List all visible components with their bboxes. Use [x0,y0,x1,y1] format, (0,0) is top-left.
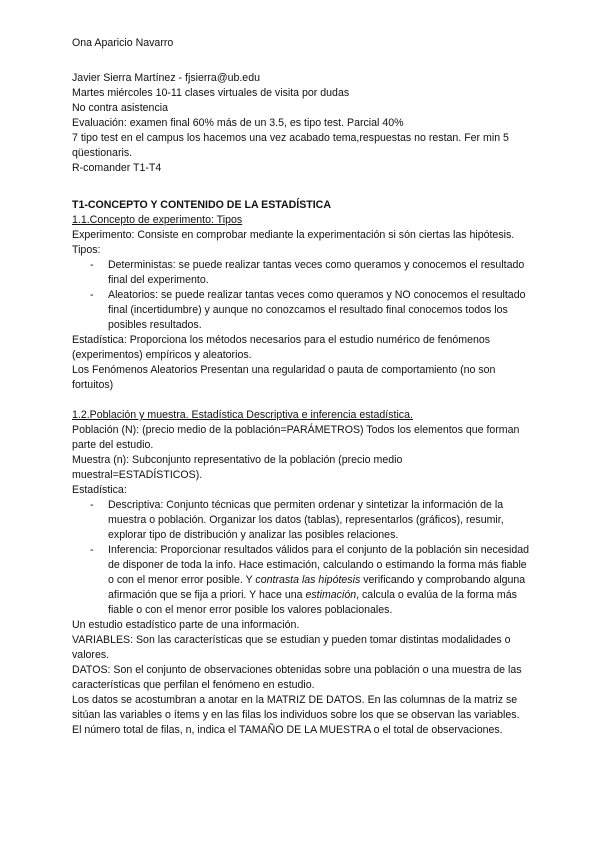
software-line: R-comander T1-T4 [72,162,162,174]
variables-definition: VARIABLES: Son las características que se estudian y pueden tomar distintas modalidades o valores. [72,634,511,661]
list-item: - Descriptiva: Conjunto técnicas que permiten ordenar y sintetizar la información de la muestra o población. Organizar los datos (tablas), representarlos (gráficos), resumir, explorar tipo de distribución y analizar las posibles relaciones. [72,498,534,543]
fenomenos-line: Los Fenómenos Aleatorios Presentan una regularidad o pauta de comportamiento (no son fortuitos) [72,364,496,391]
inferencia-text: verificando y comprobando alguna afirmación que se fija a priori. Y hace una [108,574,526,601]
matriz-line: Los datos se acostumbran a anotar en la MATRIZ DE DATOS. En las columnas de la matriz se sitúan las variables o ítems y en las filas los individuos sobre los que se observan las variables. [72,694,520,721]
schedule-line: Martes miércoles 10-11 clases virtuales de visita por dudas [72,87,350,99]
datos-definition: DATOS: Son el conjunto de observaciones obtenidas sobre una población o una muestra de las características que perfilan el fenómeno en estudio. [72,664,522,691]
tamano-line: El número total de filas, n, indica el TAMAÑO DE LA MUESTRA o el total de observaciones. [72,724,503,736]
tipos-label: Tipos: [72,244,101,256]
inferencia-text: Inferencia: Proporcionar resultados válidos para el conjunto de la población sin necesidad de disponer de toda la info. Hace estimación, calculando o estimando la forma más fiable o con el menor error posible. Y [108,544,530,586]
inferencia-text: , calcula o evalúa de la forma más fiable o con el menor error posible los valores poblacionales. [108,589,517,616]
poblacion-definition: Población (N): (precio medio de la población=PARÁMETROS) Todos los elementos que forman parte del estudio. [72,424,520,451]
tipos-list [72,258,534,333]
inferencia-emphasis: contrasta las hipótesis [255,574,361,586]
estadistica-label: Estadística: [72,484,127,496]
tests-line: 7 tipo test en el campus los hacemos una vez acabado tema,respuestas no restan. Fer min 5 qüestionaris. [72,132,509,159]
evaluation-line: Evaluación: examen final 60% más de un 3.5, es tipo test. Parcial 40% [72,117,404,129]
document-body [72,56,534,738]
section-1-1-title: 1.1.Concepto de experimento: Tipos [72,214,243,226]
estadistica-definition: Estadística: Proporciona los métodos necesarios para el estudio numérico de fenómenos (experimentos) empíricos y aleatorios. [72,334,491,361]
section-1-2-title: 1.2.Población y muestra. Estadística Descriptiva e inferencia estadística. [72,409,413,421]
author-name: Ona Aparicio Navarro [72,37,174,49]
list-item: - Aleatorios: se puede realizar tantas veces como queramos y NO conocemos el resultado final (incertidumbre) y aunque no conozcamos el resultado final conocemos todos los posibles resultados. [72,288,534,333]
topic-title: T1-CONCEPTO Y CONTENIDO DE LA ESTADÍSTICA [72,199,331,211]
list-item [72,543,534,618]
teacher-contact: Javier Sierra Martínez - fjsierra@ub.edu [72,72,260,84]
inferencia-emphasis: estimación [305,589,357,601]
attendance-line: No contra asistencia [72,102,168,114]
list-item: - Deterministas: se puede realizar tantas veces como queramos y conocemos el resultado final del experimento. [72,258,534,288]
estudio-line: Un estudio estadístico parte de una información. [72,619,300,631]
experimento-definition: Experimento: Consiste en comprobar mediante la experimentación si són ciertas las hipótesis. [72,229,515,241]
estadistica-types-list [72,498,534,618]
muestra-definition: Muestra (n): Subconjunto representativo de la población (precio medio muestral=ESTADÍSTICOS). [72,454,403,481]
